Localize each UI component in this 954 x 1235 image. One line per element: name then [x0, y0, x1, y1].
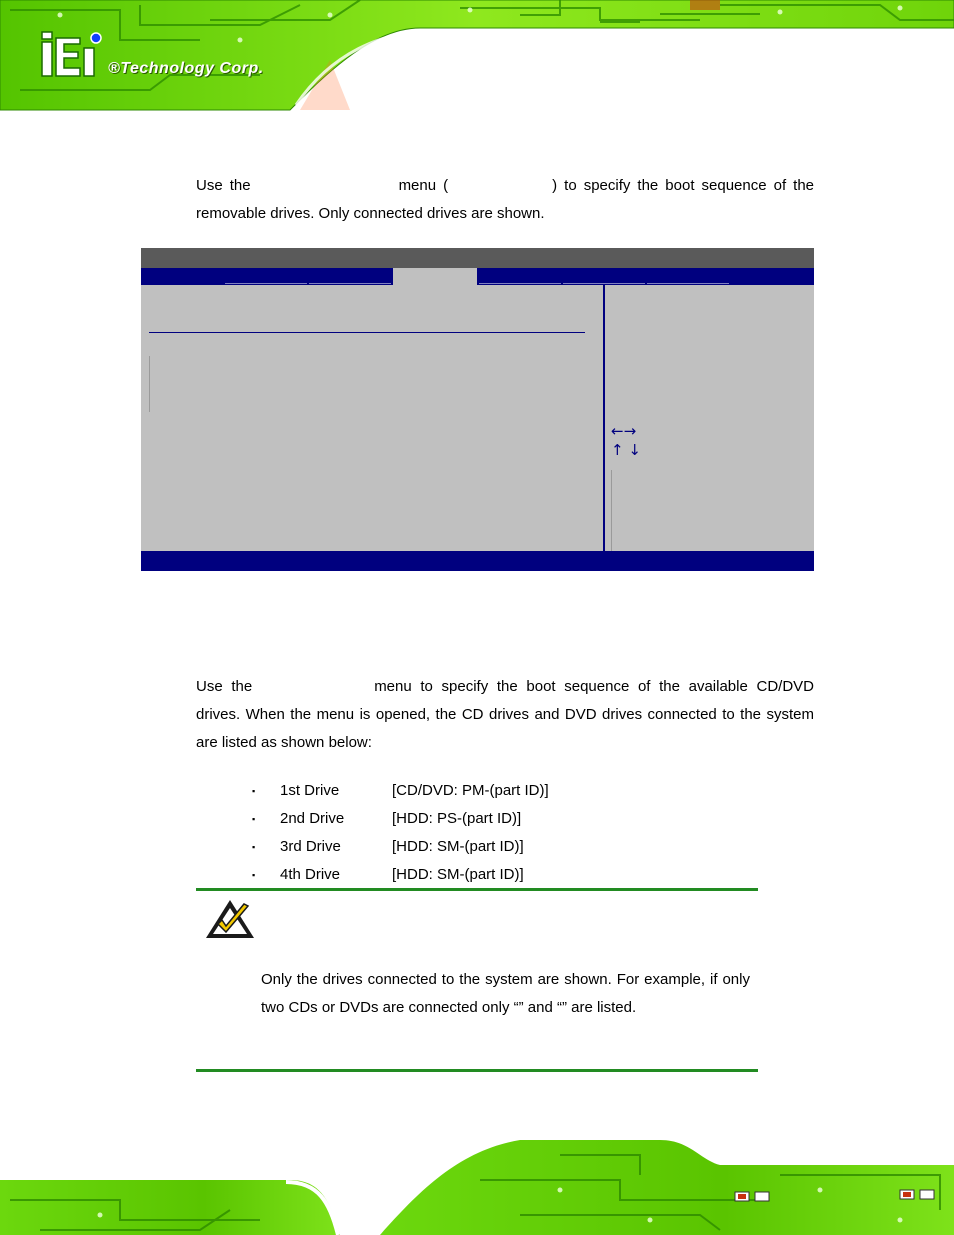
note-part-2: ” and “ [518, 999, 562, 1016]
drive-name: 4th Drive [280, 866, 341, 883]
note-text [261, 966, 750, 1022]
intro-part-1: Use the [196, 177, 251, 194]
bios-help-keys [611, 422, 641, 460]
bios-options-pane [141, 285, 603, 551]
bios-list-edge [149, 356, 150, 412]
cddvd-intro-part-2: menu to specify the boot sequence of the available CD/DVD drives. When the menu is opened, the CD drives and DVD drives connected to the system are listed as shown below: [196, 678, 814, 751]
removable-drives-intro [196, 172, 814, 228]
header-circuit-art [0, 0, 954, 115]
bios-screenshot [141, 248, 814, 571]
page-footer [0, 1120, 954, 1235]
bullet-icon: ▪ [252, 786, 256, 796]
note-part-1: Only the drives connected to the system are shown. For example, if only two CDs or DVDs are connected only “ [261, 971, 750, 1016]
iei-logo [40, 30, 110, 80]
list-item [252, 861, 652, 889]
intro-part-3: ) to specify the boot sequence of the removable drives. Only connected drives are shown. [196, 177, 815, 222]
bios-tab-6[interactable] [647, 268, 729, 284]
drive-name: 1st Drive [280, 782, 340, 799]
arrow-up-down-icon: ↑ ↓ [611, 441, 641, 459]
company-tagline: ®Technology Corp. [108, 60, 264, 77]
drive-list [252, 777, 652, 889]
page-header [0, 0, 954, 115]
list-item [252, 833, 652, 861]
list-item [252, 805, 652, 833]
note-bottom-rule [196, 1069, 758, 1072]
bios-tab-2[interactable] [309, 268, 391, 284]
bios-help-edge [611, 470, 612, 552]
arrow-left-right-icon: ←→ [611, 422, 637, 440]
cddvd-drives-intro [196, 673, 814, 757]
drive-value: [CD/DVD: PM-(part ID)] [392, 782, 549, 799]
list-item [252, 777, 652, 805]
cddvd-intro-part-1: Use the [196, 678, 253, 695]
bios-tab-4[interactable] [479, 268, 561, 284]
note-checkmark-icon [204, 898, 256, 940]
bios-tab-1[interactable] [225, 268, 307, 284]
bios-pane-divider [603, 285, 605, 551]
note-part-3: ” are listed. [561, 999, 637, 1016]
note-top-rule [196, 888, 758, 891]
bios-tab-boot-active[interactable] [393, 268, 477, 285]
bios-tab-5[interactable] [563, 268, 645, 284]
bullet-icon: ▪ [252, 814, 256, 824]
bios-separator [149, 332, 585, 333]
drive-value: [HDD: PS-(part ID)] [392, 810, 522, 827]
bullet-icon: ▪ [252, 870, 256, 880]
bios-menu-bar [141, 268, 814, 285]
intro-part-2: menu ( [398, 177, 449, 194]
bios-title-bar [141, 248, 814, 268]
drive-value: [HDD: SM-(part ID)] [392, 866, 524, 883]
drive-name: 2nd Drive [280, 810, 345, 827]
bios-status-bar [141, 551, 814, 571]
drive-name: 3rd Drive [280, 838, 341, 855]
drive-value: [HDD: SM-(part ID)] [392, 838, 524, 855]
footer-circuit-art [0, 1120, 954, 1235]
bullet-icon: ▪ [252, 842, 256, 852]
